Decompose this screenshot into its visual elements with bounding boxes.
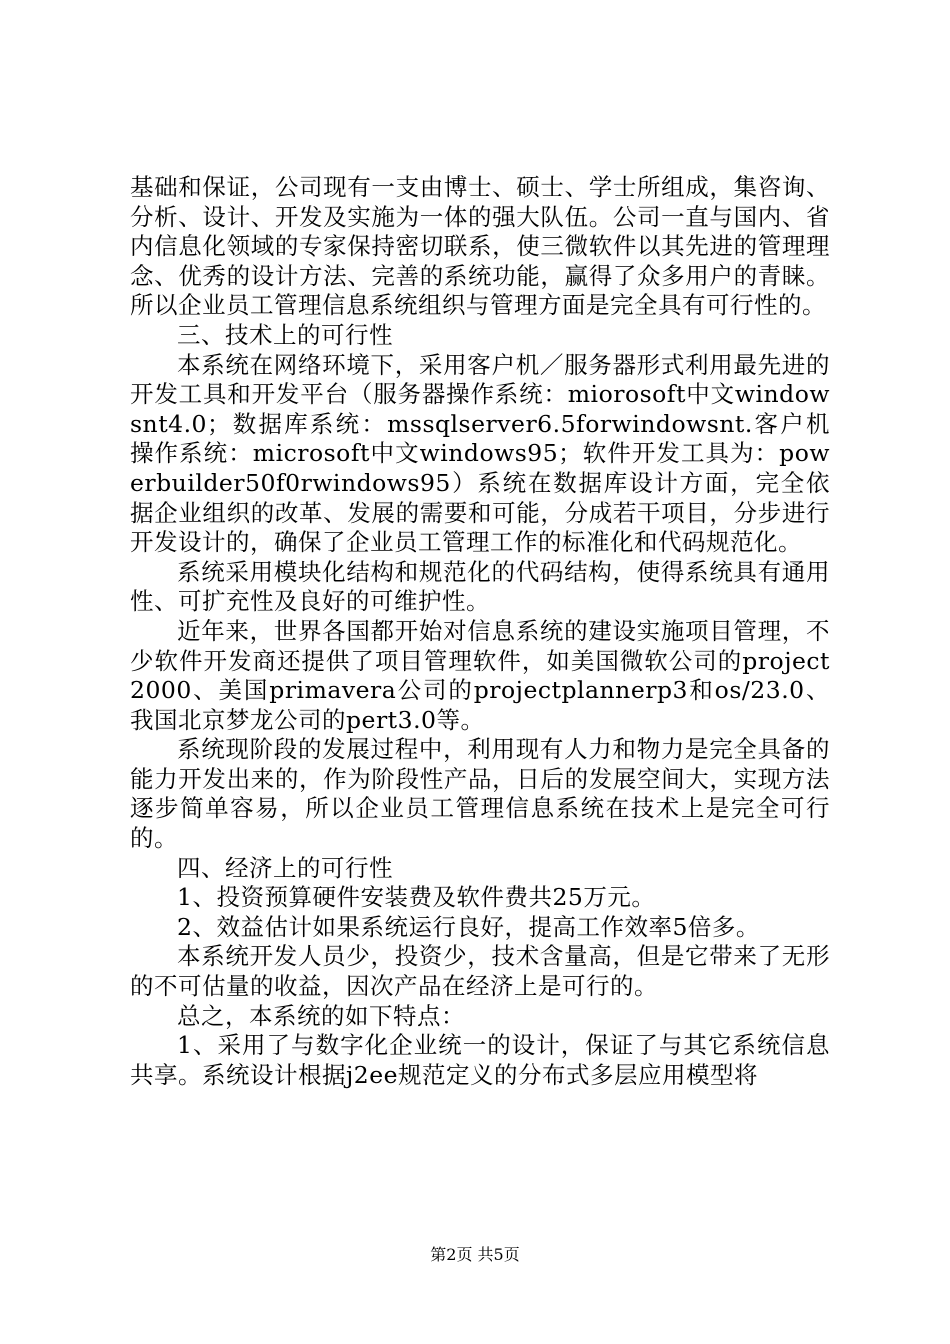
paragraph-project-management-software: 近年来，世界各国都开始对信息系统的建设实施项目管理，不少软件开发商还提供了项目管理软件，如美国微软公司的project2000、美国primavera公司的projectplannerp3和os/23.0、我国北京梦龙公司的pert3.0等。 [130, 616, 830, 734]
paragraph-modular-structure: 系统采用模块化结构和规范化的代码结构，使得系统具有通用性、可扩充性及良好的可维护性。 [130, 557, 830, 616]
section-heading-economic-feasibility: 四、经济上的可行性 [177, 853, 393, 882]
paragraph-features-intro: 总之，本系统的如下特点： [177, 1001, 465, 1030]
list-item-investment-budget: 1、投资预算硬件安装费及软件费共25万元。 [177, 883, 656, 912]
section-heading-technical-feasibility: 三、技术上的可行性 [177, 320, 393, 349]
list-item-benefit-estimate: 2、效益估计如果系统运行良好，提高工作效率5倍多。 [177, 912, 760, 941]
paragraph-continuation: 基础和保证，公司现有一支由博士、硕士、学士所组成，集咨询、分析、设计、开发及实施为一体的强大队伍。公司一直与国内、省内信息化领域的专家保持密切联系，使三微软件以其先进的管理理念、优秀的设计方法、完善的系统功能，赢得了众多用户的青睐。所以企业员工管理信息系统组织与管理方面是完全具有可行性的。 [130, 173, 830, 320]
list-item-unified-design: 1、采用了与数字化企业统一的设计，保证了与其它系统信息共享。系统设计根据j2ee规范定义的分布式多层应用模型将 [130, 1031, 830, 1089]
page-number-footer: 第2页 共5页 [430, 1245, 520, 1264]
paragraph-system-environment: 本系统在网络环境下，采用客户机／服务器形式利用最先进的开发工具和开发平台（服务器操作系统：miorosoft中文windowsnt4.0；数据库系统：mssqlserver6.5forwindowsnt.客户机操作系统：microsoft中文windows95；软件开发工具为：powerbuilder50f0rwindows95）系统在数据库设计方面，完全依据企业组织的改革、发展的需要和可能，分成若干项目，分步进行开发设计的，确保了企业员工管理工作的标准化和代码规范化。 [130, 350, 830, 557]
paragraph-development-stage: 系统现阶段的发展过程中，利用现有人力和物力是完全具备的能力开发出来的，作为阶段性产品，日后的发展空间大，实现方法逐步简单容易，所以企业员工管理信息系统在技术上是完全可行的。 [130, 735, 830, 853]
document-body [130, 173, 830, 1090]
paragraph-economic-summary: 本系统开发人员少，投资少，技术含量高，但是它带来了无形的不可估量的收益，因次产品在经济上是可行的。 [130, 942, 830, 1001]
